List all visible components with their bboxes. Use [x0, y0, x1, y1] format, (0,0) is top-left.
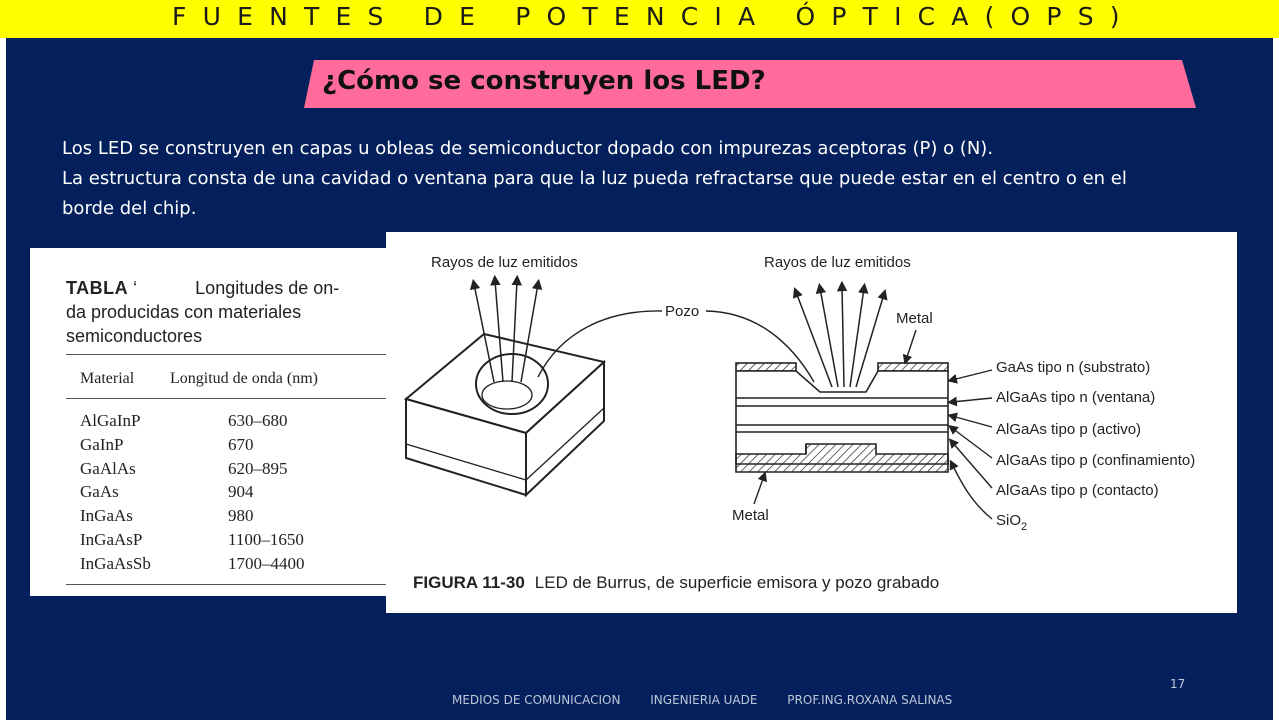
table-caption-line-2: da producidas con materiales — [66, 302, 302, 322]
table-mark: ‘ — [133, 278, 138, 298]
layer-label-active: AlGaAs tipo p (activo) — [996, 421, 1142, 438]
table-cell-wavelength: 980 — [228, 506, 254, 525]
table-cell-wavelength: 1100–1650 — [228, 530, 304, 549]
burrus-led-figure — [386, 232, 1237, 613]
layer-label-confinement: AlGaAs tipo p (confinamiento) — [996, 452, 1196, 469]
table-row — [80, 482, 380, 506]
light-rays-right — [796, 286, 884, 387]
table-row — [80, 411, 380, 435]
table-rule-top — [66, 354, 390, 355]
footer-school: INGENIERIA UADE — [650, 693, 758, 707]
rays-label-right: Rayos de luz emitidos — [764, 254, 911, 271]
title-banner — [304, 60, 1196, 108]
table-cell-material: InGaAs — [80, 506, 133, 525]
table-cell-material: InGaAsSb — [80, 554, 151, 573]
figure-caption-text: LED de Burrus, de superficie emisora y pozo grabado — [534, 573, 940, 592]
layer-label-substrate: GaAs tipo n (substrato) — [996, 359, 1151, 376]
chip-3d — [406, 334, 604, 495]
pozo-label: Pozo — [665, 303, 700, 320]
footer-course: MEDIOS DE COMUNICACION — [452, 693, 621, 707]
layer-label-sio2: SiO$_2$ — [996, 512, 1028, 533]
metal-top-leader — [906, 330, 916, 360]
header-bar — [0, 0, 1279, 38]
table-caption-line-1: Longitudes de on- — [195, 278, 340, 298]
table-cell-wavelength: 620–895 — [228, 459, 288, 478]
metal-bottom-leader — [754, 476, 764, 504]
table-cell-material: AlGaInP — [80, 411, 141, 430]
table-header-wavelength: Longitud de onda (nm) — [170, 370, 318, 387]
footer-professor: PROF.ING.ROXANA SALINAS — [787, 693, 953, 707]
table-cell-material: GaInP — [80, 435, 124, 454]
table-row — [80, 459, 380, 483]
table-rule-bottom — [66, 584, 390, 585]
table-cell-material: GaAs — [80, 482, 119, 501]
table-cell-wavelength: 630–680 — [228, 411, 288, 430]
intro-line-1: Los LED se construyen en capas u obleas de semiconductor dopado con impurezas aceptoras (P) o (N). — [62, 138, 994, 159]
figure-caption — [413, 573, 939, 593]
table-rule-head — [66, 398, 390, 399]
table-header-material: Material — [80, 370, 135, 387]
table-row — [80, 530, 380, 554]
figure-drawing — [386, 232, 1237, 613]
figure-number: FIGURA 11-30 — [413, 573, 525, 592]
banner-title: ¿Cómo se construyen los LED? — [322, 66, 766, 96]
table-cell-material: GaAlAs — [80, 459, 136, 478]
table-caption-line-3: semiconductores — [66, 326, 203, 346]
layer-label-window: AlGaAs tipo n (ventana) — [996, 389, 1156, 406]
metal-top-label: Metal — [896, 310, 933, 327]
table-row — [80, 554, 380, 578]
table-cell-material: InGaAsP — [80, 530, 143, 549]
metal-bottom-label: Metal — [732, 507, 769, 524]
rays-label-left: Rayos de luz emitidos — [431, 254, 578, 271]
table-row — [80, 506, 380, 530]
table-row — [80, 435, 380, 459]
header-title: FUENTES DE POTENCIA ÓPTICA(OPS) — [172, 2, 1136, 31]
layer-leaders — [952, 370, 992, 519]
footer — [452, 693, 978, 707]
intro-text — [62, 134, 1182, 224]
cross-section — [736, 363, 948, 472]
intro-line-2: La estructura consta de una cavidad o ventana para que la luz pueda refractarse que puede estar en el centro o en el borde del chip. — [62, 168, 1127, 219]
table-label: TABLA — [66, 278, 129, 298]
table-caption — [66, 276, 366, 348]
layer-label-contact: AlGaAs tipo p (contacto) — [996, 482, 1159, 499]
wavelength-table — [30, 248, 388, 596]
page-number: 17 — [1170, 677, 1186, 691]
table-cell-wavelength: 670 — [228, 435, 254, 454]
table-cell-wavelength: 904 — [228, 482, 254, 501]
table-cell-wavelength: 1700–4400 — [228, 554, 305, 573]
